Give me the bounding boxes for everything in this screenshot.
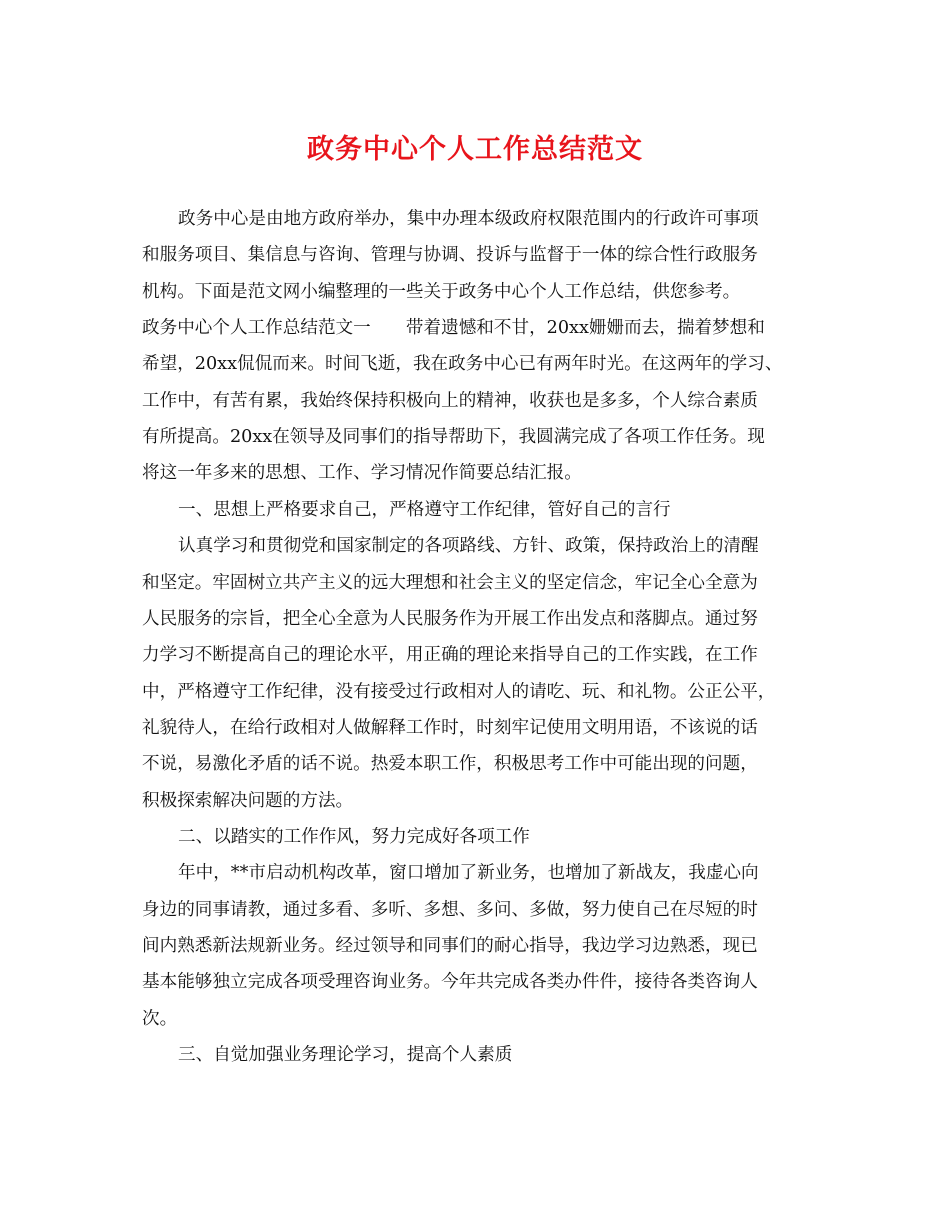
document-line: 不说，易激化矛盾的话不说。热爱本职工作，积极思考工作中可能出现的问题， (142, 754, 758, 774)
document-line: 基本能够独立完成各项受理咨询业务。今年共完成各类办件件，接待各类咨询人 (142, 972, 758, 992)
document-line: 间内熟悉新法规新业务。经过领导和同事们的耐心指导，我边学习边熟悉，现已 (142, 936, 758, 956)
document-line: 政务中心是由地方政府举办，集中办理本级政府权限范围内的行政许可事项 (178, 209, 759, 229)
document-line: 年中，**市启动机构改革，窗口增加了新业务，也增加了新战友，我虚心向 (178, 863, 759, 883)
document-line: 人民服务的宗旨，把全心全意为人民服务作为开展工作出发点和落脚点。通过努 (142, 609, 758, 629)
document-line: 三、自觉加强业务理论学习，提高个人素质 (178, 1045, 513, 1065)
document-line: 力学习不断提高自己的理论水平，用正确的理论来指导自己的工作实践，在工作 (142, 645, 758, 665)
document-line: 将这一年多来的思想、工作、学习情况作简要总结汇报。 (142, 463, 582, 483)
document-line: 和服务项目、集信息与咨询、管理与协调、投诉与监督于一体的综合性行政服务 (142, 245, 758, 265)
document-line: 认真学习和贯彻党和国家制定的各项路线、方针、政策，保持政治上的清醒 (178, 536, 759, 556)
document-line: 身边的同事请教，通过多看、多听、多想、多问、多做，努力使自己在尽短的时 (142, 900, 758, 920)
document-line: 中，严格遵守工作纪律，没有接受过行政相对人的请吃、玩、和礼物。公正公平， (142, 682, 776, 702)
document-line: 礼貌待人，在给行政相对人做解释工作时，时刻牢记使用文明用语，不该说的话 (142, 718, 758, 738)
document-title: 政务中心个人工作总结范文 (307, 134, 643, 165)
document-line: 有所提高。20xx在领导及同事们的指导帮助下，我圆满完成了各项工作任务。现 (142, 427, 765, 447)
document-line: 一、思想上严格要求自己，严格遵守工作纪律，管好自己的言行 (178, 500, 671, 520)
document-line: 次。 (142, 1009, 178, 1029)
document-line: 机构。下面是范文网小编整理的一些关于政务中心个人工作总结，供您参考。 (142, 282, 741, 302)
document-line: 希望，20xx侃侃而来。时间飞逝，我在政务中心已有两年时光。在这两年的学习、 (142, 354, 783, 374)
document-line: 政务中心个人工作总结范文一 带着遗憾和不甘，20xx姗姗而去，揣着梦想和 (142, 318, 765, 338)
document-line: 工作中，有苦有累，我始终保持积极向上的精神，收获也是多多，个人综合素质 (142, 391, 758, 411)
document-line: 二、以踏实的工作作风，努力完成好各项工作 (178, 827, 530, 847)
document-line: 积极探索解决问题的方法。 (142, 791, 354, 811)
document-line: 和坚定。牢固树立共产主义的远大理想和社会主义的坚定信念，牢记全心全意为 (142, 573, 758, 593)
